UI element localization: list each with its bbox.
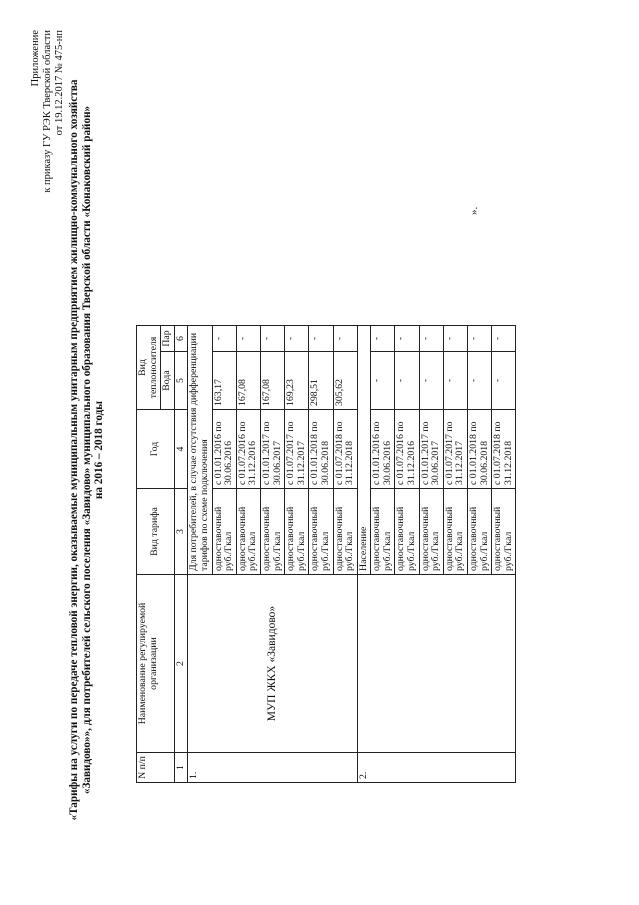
header-org: Наименование регулируемой организации (137, 575, 175, 753)
steam-cell: - (212, 326, 236, 352)
appendix-line-2: к приказу ГУ РЭК Тверской области (42, 30, 53, 193)
water-cell: - (371, 352, 395, 410)
steam-cell: - (236, 326, 260, 352)
tariff-type-cell: одноставочный руб./Гкал (236, 489, 260, 575)
header-tariff-type: Вид тарифа (137, 489, 175, 575)
col-number: 1 (174, 753, 188, 783)
steam-cell: - (395, 326, 419, 352)
tariff-type-cell: одноставочный руб./Гкал (333, 489, 357, 575)
section-number: 1. (188, 753, 357, 783)
period-cell: с 01.07.2016 по 31.12.2016 (395, 410, 419, 489)
period-cell: с 01.01.2017 по 30.06.2017 (260, 410, 284, 489)
water-cell: 163,17 (212, 352, 236, 410)
title-line-3: «Завидово»», для потребителей сельского поселения (80, 528, 93, 795)
header-steam: Пар (161, 326, 175, 352)
period-cell: с 01.01.2017 по 30.06.2017 (419, 410, 443, 489)
closing-mark: ». (468, 206, 480, 215)
appendix-note (30, 30, 66, 330)
section-title: Для потребителей, в случае отсутствия дифференциации тарифов по схеме подключения (188, 326, 212, 575)
water-cell: - (443, 352, 467, 410)
water-cell: 167,08 (260, 352, 284, 410)
title-line-2-text: «Завидово» муниципального образования Тверской области «Конаковский район» (80, 105, 93, 526)
tariff-type-cell: одноставочный руб./Гкал (468, 489, 492, 575)
tariff-type-cell: одноставочный руб./Гкал (309, 489, 333, 575)
steam-cell: - (371, 326, 395, 352)
col-number: 6 (174, 326, 188, 352)
period-cell: с 01.01.2016 по 30.06.2016 (371, 410, 395, 489)
water-cell: - (492, 352, 516, 410)
water-cell: 305,62 (333, 352, 357, 410)
tariff-table (136, 325, 516, 783)
tariff-type-cell: одноставочный руб./Гкал (212, 489, 236, 575)
appendix-line-3: от 19.12.2017 № 475-нп (54, 30, 65, 136)
col-number: 5 (174, 352, 188, 410)
period-cell: с 01.07.2018 по 31.12.2018 (492, 410, 516, 489)
period-cell: с 01.07.2018 по 31.12.2018 (333, 410, 357, 489)
period-cell: с 01.01.2018 по 30.06.2018 (309, 410, 333, 489)
period-cell: с 01.01.2018 по 30.06.2018 (468, 410, 492, 489)
steam-cell: - (260, 326, 284, 352)
tariff-type-cell: одноставочный руб./Гкал (395, 489, 419, 575)
steam-cell: - (309, 326, 333, 352)
tariff-type-cell: одноставочный руб./Гкал (285, 489, 309, 575)
tariff-type-cell: одноставочный руб./Гкал (492, 489, 516, 575)
tariff-type-cell: одноставочный руб./Гкал (443, 489, 467, 575)
period-cell: с 01.01.2016 по 30.06.2016 (212, 410, 236, 489)
tariff-type-cell: одноставочный руб./Гкал (371, 489, 395, 575)
period-cell: с 01.07.2017 по 31.12.2017 (285, 410, 309, 489)
section-number: 2. (357, 753, 516, 783)
header-row (137, 326, 161, 783)
steam-cell: - (419, 326, 443, 352)
section-row (357, 326, 371, 783)
water-cell: 167,08 (236, 352, 260, 410)
col-number: 2 (174, 575, 188, 753)
organization-name: МУП ЖКХ «Завидово» (188, 575, 357, 753)
header-water: Вода (161, 352, 175, 410)
organization-empty-cell (357, 575, 516, 753)
title-line-4: на 2016 – 2018 годы (93, 400, 105, 500)
steam-cell: - (468, 326, 492, 352)
water-cell: - (468, 352, 492, 410)
steam-cell: - (285, 326, 309, 352)
appendix-line-1: Приложение (30, 30, 41, 87)
tariff-type-cell: одноставочный руб./Гкал (260, 489, 284, 575)
section-row (188, 326, 212, 783)
col-number: 4 (174, 410, 188, 489)
document-title (68, 40, 106, 860)
water-cell: - (395, 352, 419, 410)
header-carrier: Вид теплоносителя (137, 326, 161, 410)
tariff-type-cell: одноставочный руб./Гкал (419, 489, 443, 575)
steam-cell: - (443, 326, 467, 352)
period-cell: с 01.07.2017 по 31.12.2017 (443, 410, 467, 489)
steam-cell: - (492, 326, 516, 352)
period-cell: с 01.07.2016 по 31.12.2016 (236, 410, 260, 489)
header-year: Год (137, 410, 175, 489)
water-cell: 298,51 (309, 352, 333, 410)
section-title: Население (357, 326, 371, 575)
column-number-row (174, 326, 188, 783)
title-line-1: «Тарифы на услуги по передаче тепловой энергии, оказываемые муниципальным унитарным предприятием жилищно-коммунального хозяйства (68, 79, 80, 821)
title-line-2 (81, 40, 94, 860)
water-cell: - (419, 352, 443, 410)
steam-cell: - (333, 326, 357, 352)
col-number: 3 (174, 489, 188, 575)
header-num: N п/п (137, 753, 175, 783)
water-cell: 169,23 (285, 352, 309, 410)
